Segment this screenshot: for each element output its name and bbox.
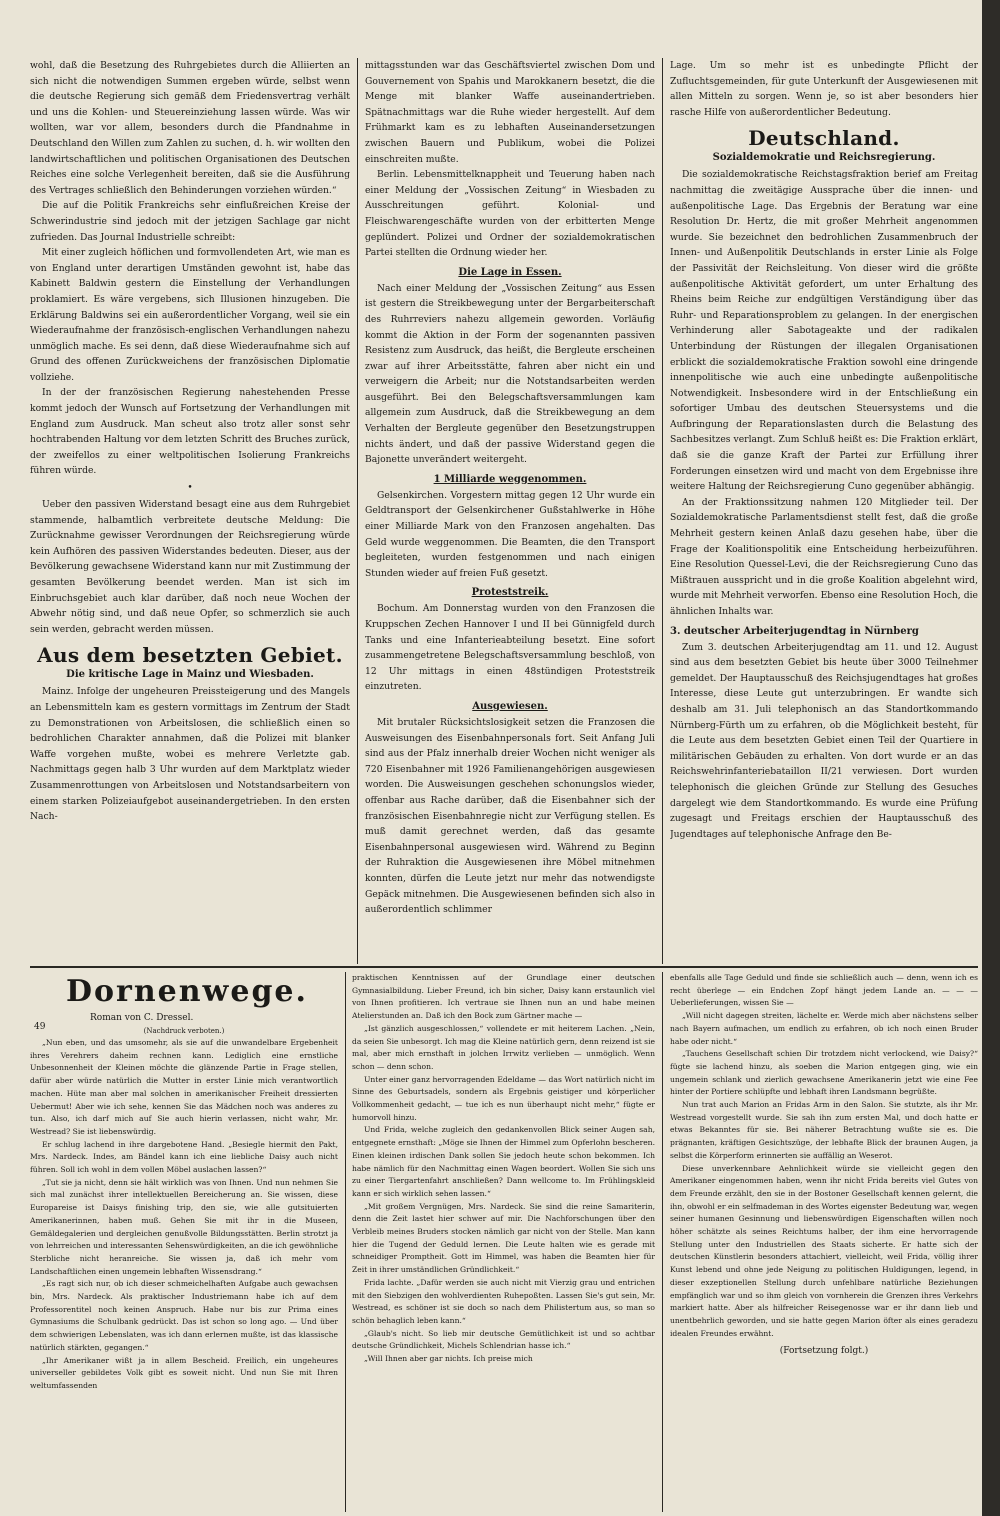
continued-note: (Fortsetzung folgt.) [779,1346,869,1357]
serial-paragraph: „Will Ihnen aber gar nichts. Ich preise mich [364,1354,533,1364]
serial-paragraph: Nun trat auch Marion an Fridas Arm in den Salon. Sie stutzte, als ihr Mr. Westread vorgestellt wurde. Sie sah ihn zum ersten Mal, und doch hatte er etwas Bekanntes für sie. Bei näherer Betrachtung wußte sie es. Die prägnanten, kräftigen Gesichtszüge, der lebhafte Blick der braunen Augen, ja selbst die Körperform erinnerten sie auffällig an Weserot. [670,1100,978,1160]
column-rule [662,58,663,964]
serial-paragraph: „Will nicht dagegen streiten, lächelte er. Werde mich aber nächstens selber nach Bayern aufmachen, um endlich zu erfahren, ob ich noch einen Bruder habe oder nicht.“ [670,1011,978,1046]
serial-paragraph: „Ist gänzlich ausgeschlossen,“ vollendete er mit heiterem Lachen. „Nein, da seien Sie unbesorgt. Ich mag die Kleine natürlich gern, denn reizend ist sie mal, aber mich ernsthaft in jolchen Irrwitz verlieben — unmöglich. Wenn schon — denn schon. [352,1023,655,1071]
article-paragraph: Die auf die Politik Frankreichs sehr einflußreichen Kreise der Schwerindustrie sind jedoch mit der jetzigen Sachlage gar nicht zufrieden. Das Journal Industrielle schreibt: [30,200,350,243]
serial-paragraph: „Ihr Amerikaner wißt ja in allem Bescheid. Freilich, ein ungeheures universeller gebildetes Volk gibt es soweit nicht. Und nun Sie mit Ihren weltumfassenden [30,1355,338,1390]
article-heading: 3. deutscher Arbeiterjugendtag in Nürnberg [670,625,919,637]
serial-paragraph: „Mit großem Vergnügen, Mrs. Nardeck. Sie sind die reine Samariterin, denn die Zeit lastet hier schwer auf mir. Die Nachforschungen über den Verbleib meines Bruders stocken nämlich gar nicht von der Stelle. Man kann hier die Tugend der Geduld lernen. Die Leute halten wie es gerade mit schneidiger Promptheit. Gott im Himmel, was haben die Beamten hier für Zeit in ihrer umständlichen Gründlichkeit.“ [352,1201,655,1275]
article-paragraph: Die sozialdemokratische Reichstagsfraktion berief am Freitag nachmittag die zweitägige Aussprache über die innen- und außenpolitische Lage. Das Ergebnis der Beratung war eine Resolution Dr. Hertz, die mit großer Mehrheit angenommen wurde. Sie bezeichnet den bedrohlichen Zusammenbruch der Innen- und Außenpolitik Deutschlands in erster Linie als Folge der Passivität der Reichsleitung. Von dieser wird die größte außenpolitische Aktivität gefordert, um unter Erhaltung des Rheins beim Reiche zur endgültigen Verständigung über das Ruhr- und Reparationsproblem zu gelangen. In der energischen Verhinderung aller Sabotageakte und der radikalen Unterbindung der Rüstungen der illegalen Organisationen erblickt die sozialdemokratische Fraktion sowohl eine dringende innenpolitische wie auch eine unbedingte außenpolitische Notwendigkeit. Insbesondere wird in der Entschließung ein sofortiger Umbau des deutschen Steuersystems und die Aufbringung der Reparationslasten durch die Belastung des Sachbesitzes verlangt. Zum Schluß heißt es: Die Fraktion erklärt, daß sie die ganze Kraft der Partei zur Erfüllung ihrer Forderungen einsetzen wird und macht von dem Ergebnisse ihre weitere Haltung der Reichsregierung Cuno gegenüber abhängig. [670,169,978,493]
column-rule [345,972,346,1512]
article-paragraph: Mainz. Infolge der ungeheuren Preissteigerung und des Mangels an Lebensmitteln kam es gestern vormittags im Zentrum der Stadt zu Demonstrationen von Arbeitslosen, die schließlich einen so bedrohlichen Charakter annahmen, daß die Polizei mit blanker Waffe vorgehen mußte, wobei es mehrere Verletzte gab. Nachmittags gegen halb 3 Uhr wurden auf dem Marktplatz wieder Zusammenrottungen von Arbeitslosen und Notstandsarbeitern von einem starken Polizeiaufgebot auseinandergetrieben. In den ersten Nach- [30,686,350,823]
feuilleton-rule [30,966,978,968]
scan-edge-shadow [982,0,1000,1516]
reprint-note: (Nachdruck verboten.) [143,1027,225,1035]
article-heading: Proteststreik. [471,587,549,599]
article-paragraph: Berlin. Lebensmittelknappheit und Teuerung haben nach einer Meldung der „Vossischen Zeitung“ in Wiesbaden zu Ausschreitungen geführt. Kolonial- und Fleischwarengeschäfte wurden von der erbitterten Menge geplündert. Polizei und Ordner der sozialdemokratischen Partei stellten die Ordnung wieder her. [365,169,655,259]
column-1 [30,58,350,963]
article-paragraph: In der der französischen Regierung nahestehenden Presse kommt jedoch der Wunsch auf Fortsetzung der Verhandlungen mit England zum Ausdruck. Man scheut also trotz aller sonst sehr hochtrabenden Haltung vor dem letzten Schritt des Bruches zurück, der zweifellos zu einer weltpolitischen Isolierung Frankreichs führen würde. [30,387,350,477]
section-heading: Aus dem besetzten Gebiet. [37,643,343,668]
serial-paragraph: „Nun eben, und das umsomehr, als sie auf die unwandelbare Ergebenheit ihres Verehrers daheim rechnen kann. Lediglich eine ernstliche Unbesonnenheit der Kleinen möchte die glänzende Partie in Frage stellen, dafür aber würde natürlich die Mutter in erster Linie mich verantwortlich machen. Hüte man aber mal solchen in amerikanischer Freiheit dressierten Uebermut! Aber wie ich sehe, kennen Sie das Mädchen noch was anderes zu tun. Also, ich darf mich auf Sie auch hierin verlassen, nicht wahr, Mr. Westread? Sie ist liebenswürdig. [30,1038,338,1136]
serial-paragraph: Frida lachte. „Dafür werden sie auch nicht mit Vierzig grau und entrichen mit den Siebzigen den wohlverdienten Ruhepoßten. Lassen Sie's gut sein, Mr. Westread, es schöner ist sie doch so nach dem Philistertum aus, so man so schön behaglich leben kann.“ [352,1277,655,1325]
serial-paragraph: Unter einer ganz hervorragenden Edeldame — das Wort natürlich nicht im Sinne des Geburtsadels, sondern als Ergebnis geistiger und körperlicher Vollkommenheit gedacht, — tue ich es nun überhaupt nicht mehr,“ fügte er humorvoll hinzu. [352,1074,655,1122]
serial-paragraph: praktischen Kenntnissen auf der Grundlage einer deutschen Gymnasialbildung. Lieber Freund, ich bin sicher, Daisy kann erstaunlich viel von Ihnen profitieren. Ich vertraue sie Ihnen nun an und habe meinen Atelierstunden an. Daß ich den Bock zum Gärtner mache — [352,973,655,1021]
article-paragraph: Mit einer zugleich höflichen und formvollendeten Art, wie man es von England unter derartigen Umständen gewohnt ist, habe das Kabinett Baldwin gestern die Einstellung der Verhandlungen proklamiert. Es wäre vergebens, sich Illusionen hinzugeben. Die Erklärung Baldwins sei ein außerordentlicher Vorgang, weil sie ein Wiederaufnahme der französisch-englischen Verhandlungen nahezu unmöglich mache. Es sei denn, daß diese Wiederaufnahme sich auf Grund des offenen Zurückweichens der französischen Diplomatie vollziehe. [30,247,350,383]
article-heading: Die Lage in Essen. [458,266,562,278]
serial-number: 49 [34,1022,46,1032]
column-rule [662,972,663,1512]
article-paragraph: An der Fraktionssitzung nahmen 120 Mitglieder teil. Der Sozialdemokratische Parlamentsdienst stellt fest, daß die große Mehrheit gestern keinen Anlaß dazu gesehen habe, über die Frage der Koalitionspolitik eine Entscheidung herbeizuführen. Eine Resolution Quessel-Levi, die der Reichsregierung Cuno das Mißtrauen ausspricht und in die große Koalition abgelehnt wird, wurde mit Mehrheit verworfen. Ebenso eine Resolution Hoch, die ähnlichen Inhalts war. [670,496,978,617]
serial-paragraph: Und Frida, welche zugleich den gedankenvollen Blick seiner Augen sah, entgegnete ernsthaft: „Möge sie Ihnen der Himmel zum Opferlohn bescheren. Einen kleinen irdischen Dank sollen Sie jedoch heute schon bekommen. Ich habe nämlich für den Nachmittag einen Wagen beordert. Wollen Sie sich uns zu einer Tiergartenfahrt anschließen? Dann wellcome to. Im Frühlingskleid kann er sich wirklich sehen lassen.“ [352,1125,655,1198]
article-heading: Ausgewiesen. [472,700,548,712]
column-3 [670,58,978,963]
serial-paragraph: Er schlug lachend in ihre dargebotene Hand. „Besiegle hiermit den Pakt, Mrs. Nardeck. Indes, am Bändel kann ich eine liebliche Daisy auch nicht führen. Soll ich wohl in dem vollen Möbel auslachen lassen?“ [30,1139,338,1175]
article-paragraph: Mit brutaler Rücksichtslosigkeit setzen die Franzosen die Ausweisungen des Eisenbahnpersonals fort. Seit Anfang Juli sind aus der Pfalz innerhalb dreier Wochen nicht weniger als 720 Eisenbahner mit 1926 Familienangehörigen ausgewiesen worden. Die Ausweisungen geschehen schonungslos wieder, offenbar aus Rache darüber, daß die Eisenbahner sich der französischen Eisenbahnregie nicht zur Verfügung stellen. Es muß damit gerechnet werden, daß das gesamte Eisenbahnpersonal ausgewiesen wird. Während zu Beginn der Ruhraktion die Ausgewiesenen ihre Möbel mitnehmen konnten, dürfen die Leute jetzt nur mehr das notwendigste Gepäck mitnehmen. Die Ausgewiesenen befinden sich also in außerordentlich schlimmer [365,716,655,916]
section-subheading: Die kritische Lage in Mainz und Wiesbaden. [66,669,314,681]
serial-column-2 [352,972,655,1512]
section-heading: Deutschland. [748,126,900,151]
serial-column-1 [30,972,338,1512]
article-paragraph: wohl, daß die Besetzung des Ruhrgebietes durch die Alliierten an sich nicht die notwendigen Summen ergeben würde, selbst wenn die deutsche Regierung sich gemäß dem Friedensvertrag verhält und uns die Kohlen- und Steuereinziehung lassen würde. Was wir wollten, war vor allem, besonders durch die Pfandnahme in Deutschland den Willen zum Zahlen zu suchen, d. h. wir wollten den landwirtschaftlichen und politischen Organisationen des Deutschen Reiches eine solche Verlegenheit bereiten, daß sie die Ausführung des Vertrages schließlich den Behinderungen vorziehen würden.“ [30,60,350,196]
serial-paragraph: „Glaub's nicht. So lieb mir deutsche Gemütlichkeit ist und so achtbar deutsche Gründlichkeit, Michels Schlendrian hasse ich.“ [352,1328,655,1351]
serial-column-3 [670,972,978,1512]
serial-title: Dornenwege. [66,974,308,1009]
article-paragraph: Lage. Um so mehr ist es unbedingte Pflicht der Zufluchtsgemeinden, für gute Unterkunft der Ausgewiesenen mit allen Mitteln zu sorgen. Wenn je, so ist aber besonders hier rasche Hilfe von außerordentlicher Bedeutung. [670,60,978,118]
serial-paragraph: „Es ragt sich nur, ob ich dieser schmeichelhaften Aufgabe auch gewachsen bin, Mrs. Nardeck. Als praktischer Industriemann habe ich auf dem Professorentitel noch keinen Anspruch. Habe nur bis zur Prima eines Gymnasiums die Schulbank gedrückt. Das ist schon so long ago. — Und über dem schwierigen Lebenslaten, was ich dann erlernen mußte, ist das klassische natürlich stärkten, gegangen.“ [30,1279,338,1352]
section-subheading: Sozialdemokratie und Reichsregierung. [712,152,936,164]
serial-paragraph: Diese unverkennbare Aehnlichkeit würde sie vielleicht gegen den Amerikaner eingenommen haben, wenn ihr nicht Frida bereits viel Gutes von dem Freunde erzählt, den sie in der Bostoner Gesellschaft kennen gelernt, die ihn, obwohl er ein selfmademan in des Wortes eigenster Bedeutung war, wegen seiner humanen Gesinnung und liebenswürdigen Eigenschaften willen noch höher schätzte als seines Reichtums halber, der ihm eine hervorragende Stellung unter den Industriellen des Staats sicherte. Er hatte sich der deutschen Künstlerin besonders attachiert, vielleicht, weil Frida, völlig ihrer Kunst lebend und ohne jede Neigung zu politischen Huldigungen, legend, in dieser exzeptionellen Stellung durch unfehlbare natürliche Beziehungen empfänglich war und so ihm gleich von vornherein die Grenzen ihres Verkehrs markiert hatte. Aber als hilfreicher Reisegenosse war er ihr dann lieb und unentbehrlich geworden, und sie hatte gegen Marion öfter als eines geradezu idealen Freundes erwähnt. [670,1163,978,1338]
serial-paragraph: „Tut sie ja nicht, denn sie hält wirklich was von Ihnen. Und nun nehmen Sie sich mal zunächst ihrer intellektuellen Bereicherung an. Sie wissen, diese Europareise ist Daisys finishing trip, den sie, wie alle gutsituierten Amerikanerinnen, haben muß. Gehen Sie mit ihr in die Museen, Gemäldegalerien und dergleichen genußvolle Bildungsstätten. Berlin strotzt ja von lehrreichen und interessanten Sehenswürdigkeiten, an die ich gewöhnliche Sterbliche nicht heranreiche. Sie wissen ja, daß ich mehr vom Landschaftlichen einen ungemein lebhaften Wissensdrang.“ [30,1177,338,1276]
article-heading: 1 Milliarde weggenommen. [433,473,587,485]
separator-dot: • [187,483,193,494]
serial-author: Roman von C. Dressel. [90,1013,194,1023]
article-paragraph: Gelsenkirchen. Vorgestern mittag gegen 12 Uhr wurde ein Geldtransport der Gelsenkirchener Gußstahlwerke in Höhe einer Milliarde Mark von den Franzosen angehalten. Das Geld wurde weggenommen. Die Beamten, die den Transport begleiteten, wurden festgenommen und nach einigen Stunden wieder auf freien Fuß gesetzt. [365,489,655,579]
column-rule [357,58,358,964]
serial-paragraph: „Tauchens Gesellschaft schien Dir trotzdem nicht verlockend, wie Daisy?“ fügte sie lachend hinzu, als soeben die Marion entgegen ging, wie ein ungemein schlank und zierlich gewachsene Amerikanerin jetzt wie eine Fee hinter der Portiere schlüpfte und lebhaft ihren Landsmann begrüßte. [670,1049,978,1097]
article-paragraph: Nach einer Meldung der „Vossischen Zeitung“ aus Essen ist gestern die Streikbewegung unter der Bergarbeiterschaft des Ruhrreviers nahezu allgemein geworden. Vorläufig kommt die Aktion in der Form der sogenannten passiven Resistenz zum Ausdruck, das heißt, die Bergleute erscheinen zwar auf ihrer Arbeitsstätte, fahren aber nicht ein und verweigern die Arbeit; nur die Notstandsarbeiten werden ausgeführt. Bei den Belegschaftsversammlungen kam allgemein zum Ausdruck, daß die Streikbewegung an dem Verhalten der Bergleute gegenüber den Besetzungstruppen nichts ändert, und daß der passive Widerstand gegen die Bajonette unverändert weitergeht. [365,282,655,466]
column-2 [365,58,655,963]
article-paragraph: Bochum. Am Donnerstag wurden von den Franzosen die Kruppschen Zechen Hannover I und II bei Günnigfeld durch Tanks und eine Infanterieabteilung besetzt. Eine sofort zusammengetretene Belegschaftsversammlung beschloß, von 12 Uhr mittags in einen 48stündigen Proteststreik einzutreten. [365,603,655,693]
article-paragraph: mittagsstunden war das Geschäftsviertel zwischen Dom und Gouvernement von Spahis und Marokkanern besetzt, die die Menge mit blanker Waffe auseinandertrieben. Spätnachmittags war die Ruhe wieder hergestellt. Auf dem Frühmarkt kam es zu lebhaften Auseinandersetzungen zwischen Bauern und Publikum, wobei die Polizei einschreiten mußte. [365,60,655,165]
serial-paragraph: ebenfalls alle Tage Geduld und finde sie schließlich auch — denn, wenn ich es recht überlege — ein Endchen Zopf hängt jedem Lande an. — — — Ueberlieferungen, wissen Sie — [670,973,978,1008]
article-paragraph: Zum 3. deutschen Arbeiterjugendtag am 11. und 12. August sind aus dem besetzten Gebiet bis heute über 3000 Teilnehmer gemeldet. Der Hauptausschuß des Reichsjugendtages hat großes Interesse, diese Leute gut unterzubringen. Er wandte sich deshalb am 31. Juli telephonisch an das Standortkommando Nürnberg-Fürth um zu erfahren, ob die Möglichkeit besteht, für die Leute aus dem besetzten Gebiet einen Teil der Quartiere in militärischen Gebäuden zu erhalten. Von dort wurde er an das Reichswehrinfanteriebataillon II/21 verwiesen. Dort wurden telephonisch die gleichen Gründe zur Stellung des Gesuches dargelegt wie dem Standortkommando. Es wurde eine Prüfung zugesagt und Freitags erschien der Hauptausschuß des Jugendtages auf telephonische Anfrage den Be- [670,641,978,840]
article-paragraph: Ueber den passiven Widerstand besagt eine aus dem Ruhrgebiet stammende, halbamtlich verbreitete deutsche Meldung: Die Zurücknahme gewisser Verordnungen der Reichsregierung würde kein Aufhören des passiven Widerstandes bedeuten. Dieser, aus der Bevölkerung gewachsene Widerstand kann nur mit Zustimmung der gesamten Bevölkerung beendet werden. Man ist sich im Einbruchsgebiet auch klar darüber, daß noch neue Wochen der Abwehr nötig sind, und daß neue Opfer, so schmerzlich sie auch sein werden, gebracht werden müssen. [30,499,350,635]
